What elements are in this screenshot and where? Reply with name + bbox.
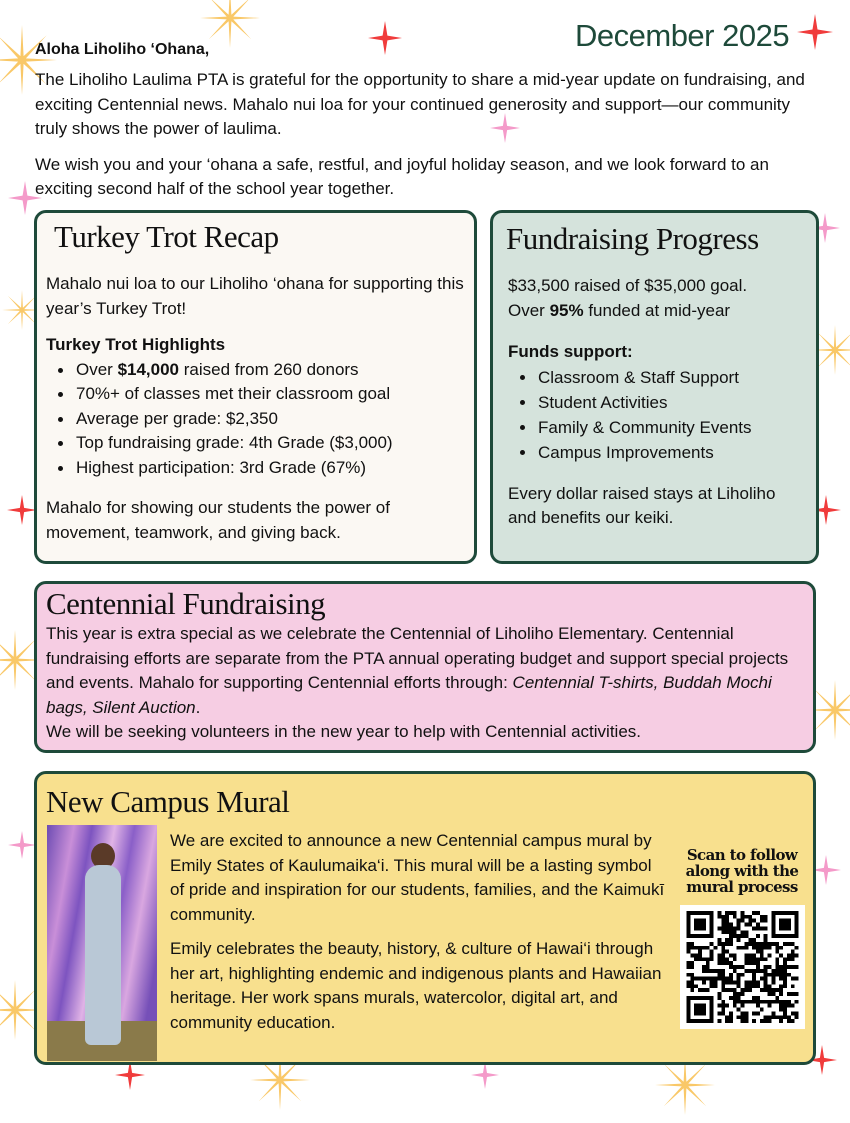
sparkle-icon bbox=[7, 495, 37, 533]
list-item: Student Activities bbox=[508, 390, 802, 415]
support-list bbox=[508, 365, 802, 465]
section-title: New Campus Mural bbox=[46, 784, 290, 819]
fund-closing: Every dollar raised stays at Liholiho and benefits our keiki. bbox=[508, 483, 776, 527]
list-item: Average per grade: $2,350 bbox=[46, 407, 464, 432]
list-item: Highest participation: 3rd Grade (67%) bbox=[46, 456, 464, 481]
list-item: Over $14,000 raised from 260 donors bbox=[46, 358, 464, 383]
list-item: Family & Community Events bbox=[508, 415, 802, 440]
sparkle-icon bbox=[471, 1061, 499, 1097]
greeting: Aloha Liholiho ‘Ohana, bbox=[35, 41, 210, 58]
raised-amount: $33,500 raised of $35,000 goal. bbox=[508, 276, 748, 295]
centennial-section bbox=[34, 581, 816, 753]
section-title: Turkey Trot Recap bbox=[54, 219, 279, 254]
turkey-trot-section bbox=[34, 210, 477, 564]
turkey-intro: Mahalo nui loa to our Liholiho ‘ohana for supporting this year’s Turkey Trot! bbox=[46, 274, 464, 318]
funded-percent: Over 95% funded at mid-year bbox=[508, 300, 731, 320]
centennial-volunteers: We will be seeking volunteers in the new year to help with Centennial activities. bbox=[46, 722, 641, 741]
list-item: Top fundraising grade: 4th Grade ($3,000) bbox=[46, 431, 464, 456]
mural-paragraph: We are excited to announce a new Centennial campus mural by Emily States of Kaulumaika‘i. This mural will be a lasting symbol of pride and inspiration for our students, families, and the Kaimukī community. bbox=[170, 831, 665, 924]
section-title: Fundraising Progress bbox=[506, 221, 759, 256]
intro bbox=[35, 68, 825, 213]
highlights-list bbox=[46, 358, 464, 481]
mural-section bbox=[34, 771, 816, 1065]
mural-paragraph: Emily celebrates the beauty, history, & culture of Hawai‘i through her art, highlighting endemic and indigenous plants and Hawaiian heritage. Her work spans murals, watercolor, digital art, and community education. bbox=[170, 939, 662, 1032]
sparkle-icon bbox=[797, 14, 833, 58]
qr-code[interactable] bbox=[680, 905, 805, 1029]
sparkle-icon bbox=[115, 1060, 145, 1098]
intro-paragraph: The Liholiho Laulima PTA is grateful for the opportunity to share a mid-year update on fundraising, and exciting Centennial news. Mahalo nui loa for your continued generosity and support—our community truly shows the power of laulima. bbox=[35, 70, 805, 138]
sparkle-icon bbox=[8, 831, 36, 867]
sparkle-icon bbox=[368, 21, 402, 63]
support-title: Funds support: bbox=[508, 342, 633, 361]
artist-photo bbox=[47, 825, 157, 1061]
section-title: Centennial Fundraising bbox=[46, 586, 326, 621]
turkey-closing: Mahalo for showing our students the power of movement, teamwork, and giving back. bbox=[46, 498, 390, 542]
highlights-title: Turkey Trot Highlights bbox=[46, 335, 226, 354]
fundraising-progress-section bbox=[490, 210, 819, 564]
list-item: Classroom & Staff Support bbox=[508, 365, 802, 390]
newsletter-date: December 2025 bbox=[575, 18, 790, 53]
list-item: 70%+ of classes met their classroom goal bbox=[46, 382, 464, 407]
qr-caption: Scan to follow along with the mural process bbox=[685, 846, 799, 896]
sparkle-icon bbox=[655, 1055, 715, 1123]
intro-paragraph: We wish you and your ‘ohana a safe, restful, and joyful holiday season, and we look forward to an exciting second half of the school year together. bbox=[35, 154, 769, 198]
list-item: Campus Improvements bbox=[508, 440, 802, 465]
centennial-text: This year is extra special as we celebrate the Centennial of Liholiho Elementary. Centennial fundraising efforts are separate from the PTA annual operating budget and support special projects and events. Mahalo for supporting Centennial efforts through: Centennial T-shirts, Buddah Mochi bags, Silent Auction. bbox=[46, 624, 789, 717]
